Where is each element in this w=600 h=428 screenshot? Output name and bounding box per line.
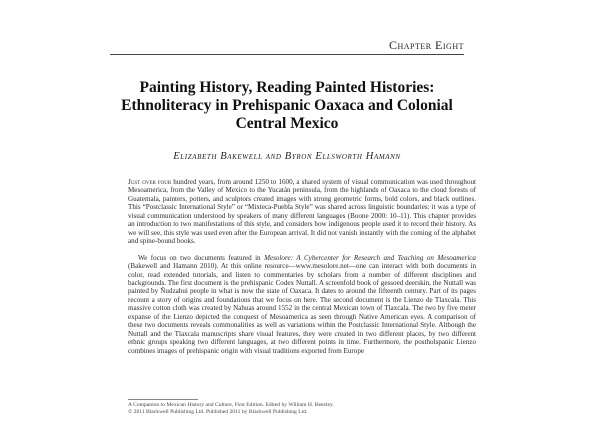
paragraph-2-text-b: (Bakewell and Hamann 2010). At this online resource—www.mesolore.net—one can interact with both documents in color, read extended tutorials, and listen to commentaries by scholars from a number of different disciplines and backgrounds. The first document is the prehispanic Codex Nuttall. A screenfold book of gessoed deerskin, the Nuttall was painted by Ñudzahui people in what is now the state of Oaxaca. It dates to around the fifteenth century. Part of its pages recount a story of origins and foundations that we focus on here. The second document is the Lienzo de Tlaxcala. This massive cotton cloth was created by Nahuas around 1552 in the central Mexican town of Tlaxcala. The two by five meter expanse of the Lienzo depicted the conquest of Mesoamerica as seen through Native American eyes. A comparison of these two documents reveals commonalities as well as variations within the Postclassic International Style. Although the Nuttall and the Tlaxcala manuscripts share visual features, they were created in two different places, by two different ethnic groups speaking two different languages, at two different points in time. Furthermore, the postholspanic Lienzo combines images of prehispanic origin with visual traditions exported from Europe (128, 262, 476, 355)
chapter-label: Chapter Eight (388, 38, 464, 52)
paragraph-1-text: hundred years, from around 1250 to 1600, a shared system of visual communication was used throughout Mesoamerica, from the Valley of Mexico to the Yucatán peninsula, from the highlands of Oaxaca to the cloud forests of Guatemala, painters, potters, and sculptors created images with strong geometric forms, bold colors, and black outlines. This “Postclassic International Style” or “Mixteca-Puebla Style” was shared across linguistic boundaries: it was a type of visual communication understood by speakers of many different languages (Boone 2000: 10–11). This chapter provides an introduction to two manifestations of this style, and considers how indigenous people used it to record their history. As we will see, this style was used even after the European arrival. It did not vanish instantly with the coming of the alphabet and spine-bound books. (128, 178, 477, 246)
paragraph-1-lead: Just over four (128, 178, 172, 186)
paragraph-1 (128, 178, 476, 246)
footer (128, 402, 476, 416)
chapter-rule (110, 54, 464, 55)
footer-rule (128, 399, 198, 400)
footer-line-2: © 2011 Blackwell Publishing Ltd. Published 2011 by Blackwell Publishing Ltd. (128, 409, 308, 415)
chapter-authors: Elizabeth Bakewell and Byron Ellsworth Hamann (173, 151, 401, 162)
paragraph-2 (128, 254, 476, 355)
chapter-title: Painting History, Reading Painted Histories: Ethnoliteracy in Prehispanic Oaxaca and Colonial Central Mexico (121, 79, 453, 132)
body-text (128, 178, 476, 355)
footer-line-1: A Companion to Mexican History and Culture, First Edition. Edited by William H. Beezley. (128, 402, 334, 408)
paragraph-2-text-a: We focus on two documents featured in (138, 253, 265, 262)
paragraph-2-work-title: Mesolore: A Cybercenter for Research and Teaching on Mesoamerica (264, 253, 476, 262)
